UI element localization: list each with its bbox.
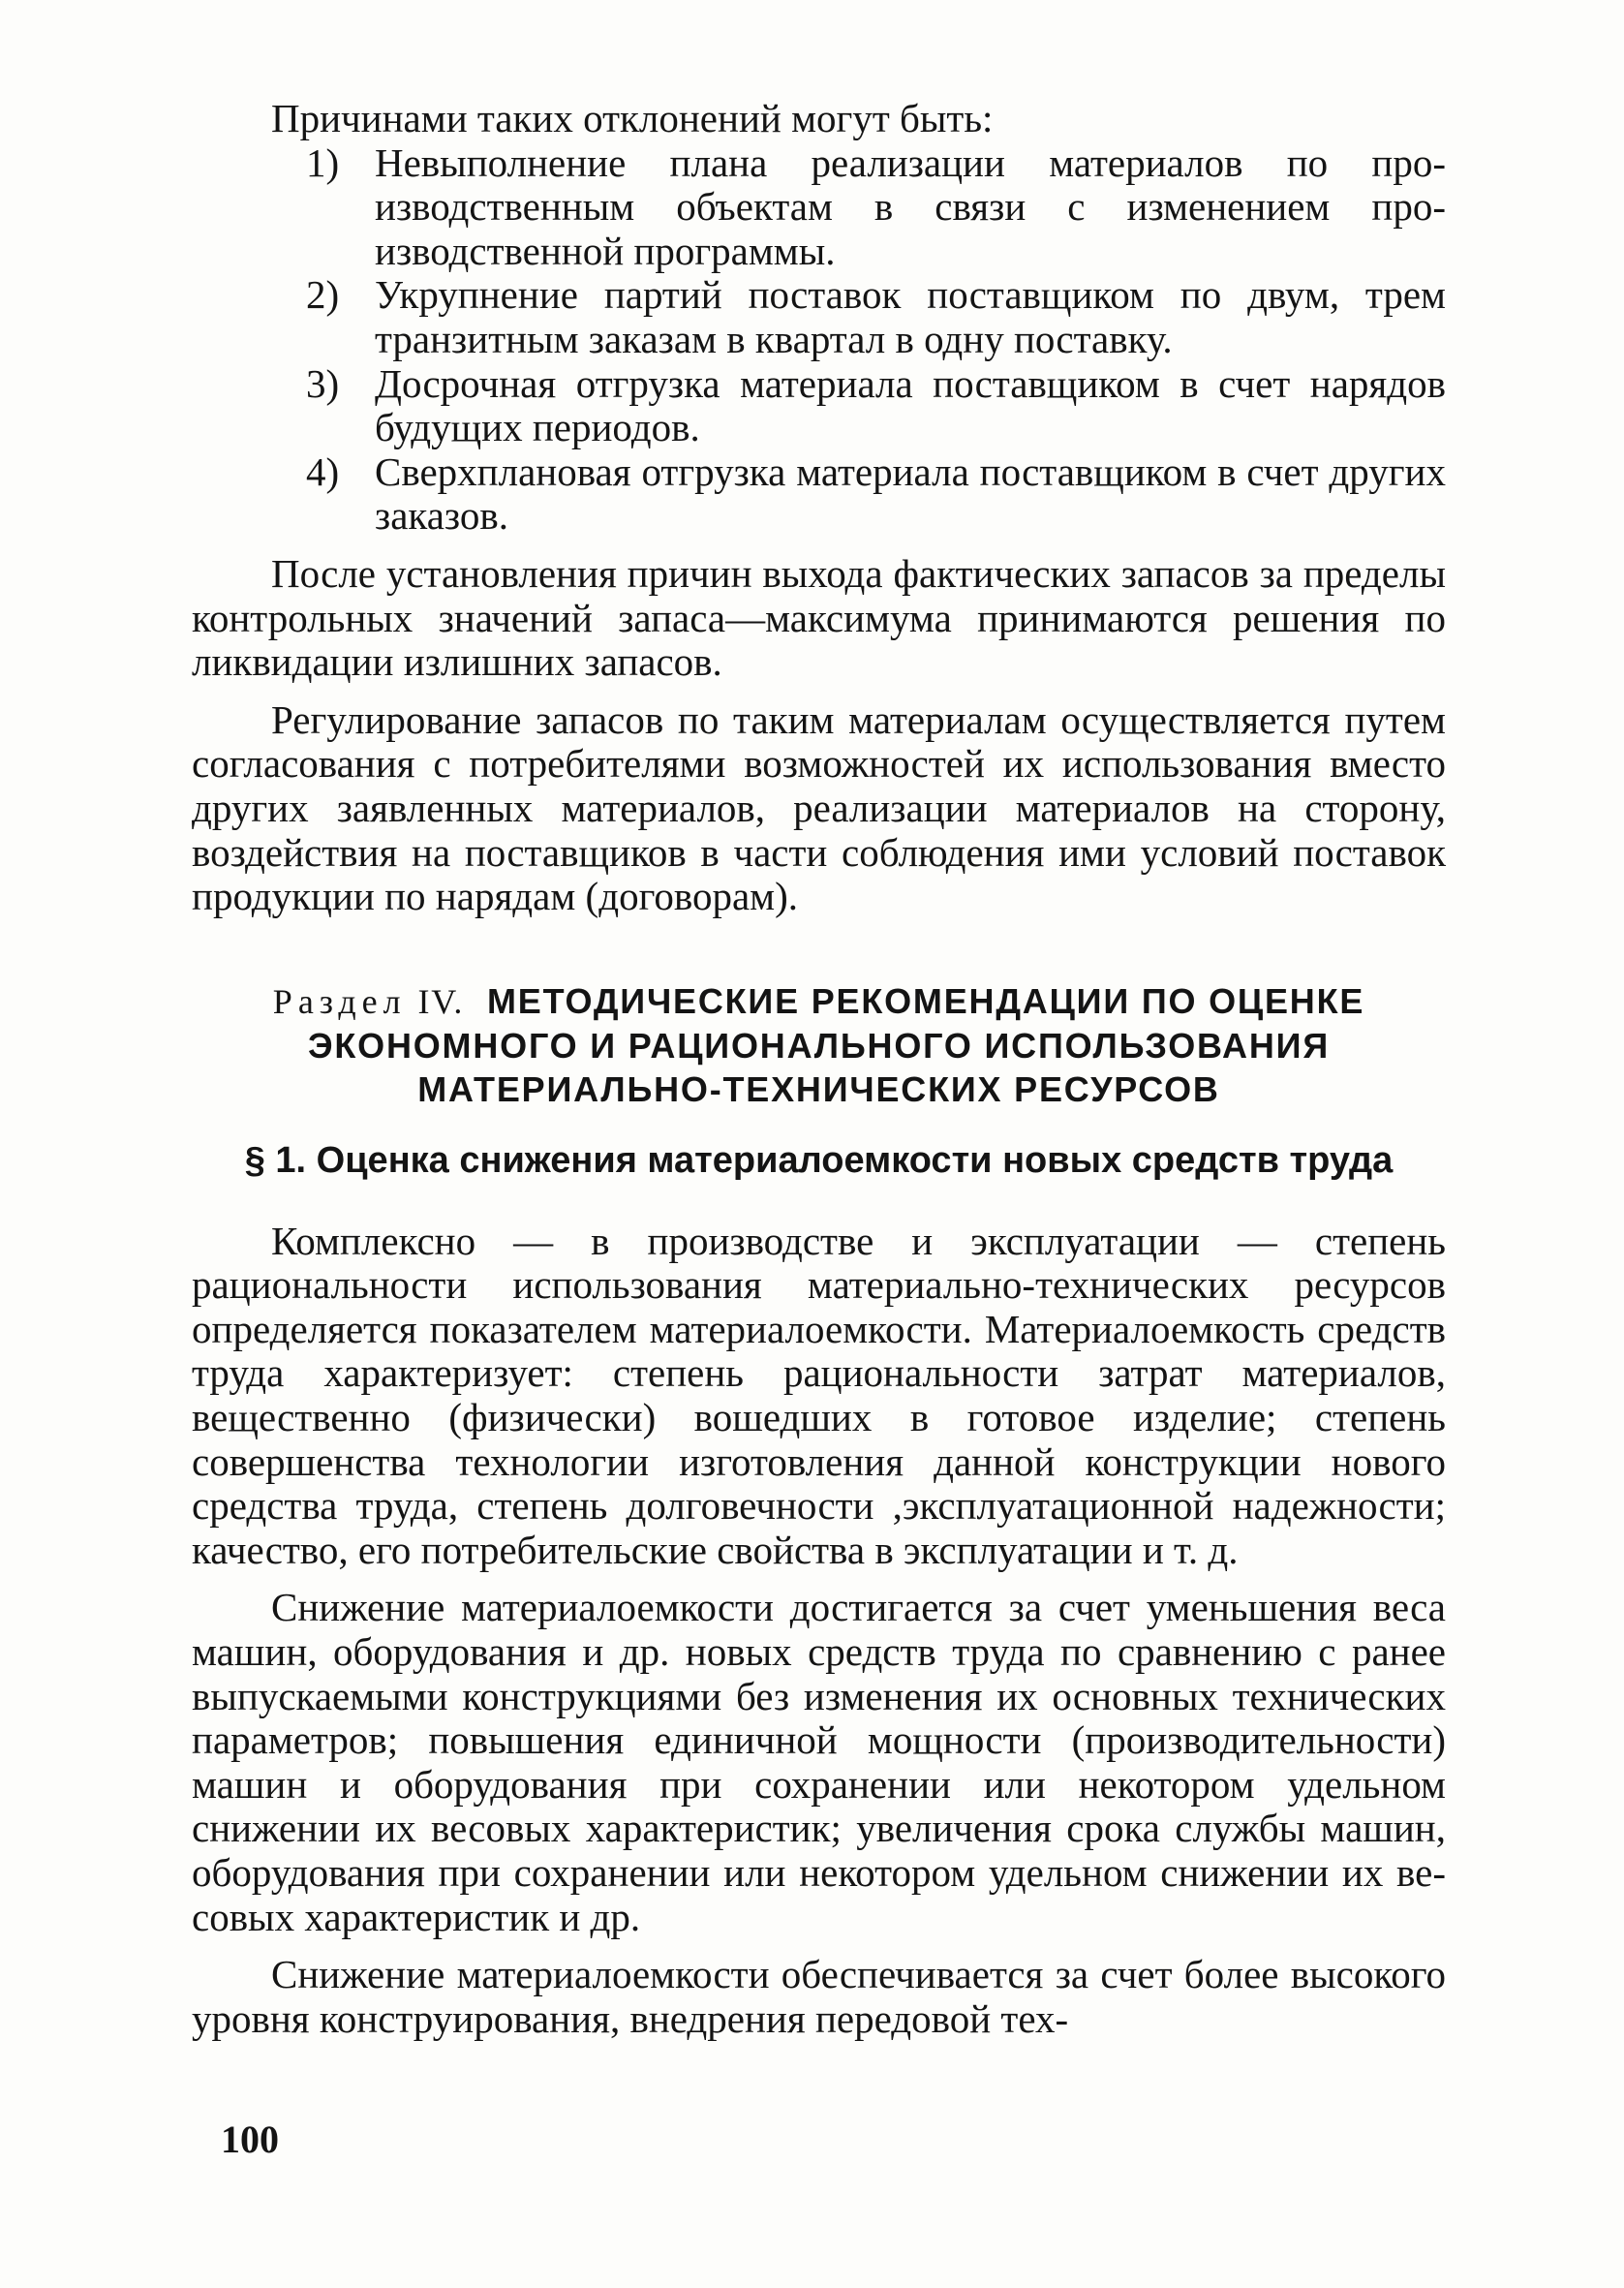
page-number: 100 <box>221 2118 279 2161</box>
list-item-text: Досрочная отгрузка материала поставщиком в счет нарядов будущих периодов. <box>375 360 1446 450</box>
section-heading <box>192 979 1446 1111</box>
list-item <box>192 450 1446 539</box>
section-title: МЕТОДИЧЕСКИЕ РЕКОМЕНДАЦИИ ПО ОЦЕНКЕ ЭКОНОМНОГО И РАЦИОНАЛЬНОГО ИСПОЛЬЗОВАНИЯ МАТЕРИАЛЬНО-ТЕХНИЧЕСКИХ РЕСУРСОВ <box>307 980 1365 1109</box>
text-column <box>192 97 1446 2041</box>
list-item-text: Укрупнение партий поставок поставщиком по двум, трем транзитным заказам в квартал в одну поставку. <box>375 272 1446 361</box>
section-number: IV. <box>417 981 465 1021</box>
list-item-number: 4) <box>306 448 340 494</box>
list-item-number: 3) <box>306 360 340 406</box>
list-item-number: 1) <box>306 139 340 185</box>
paragraph-complex: Комплексно — в производстве и эксплуатации — степень рациональности использования материально-технических ресурсов определяется показателем материалоемкости. Материалоемкость средств труда характеризует: степень рациональности затрат материалов, вещественно (физически) вошедших в готовое изделие; степень совершенства технологии изготовления данной конструкции нового средства труда, степень долговечности ,эксплуатационной надежности; качество, его потребительские свойства в эксплуатации и т. д. <box>192 1218 1446 1572</box>
paragraph-reduction: Снижение материалоемкости достигается за счет уменьшения веса машин, оборудования и др. новых средств труда по сравнению с ранее выпускаемыми конструкциями без изменения их основных технических параметров; повышения единичной мощности (производительности) машин и оборудования при сохранении или некотором удельном снижении их весовых характеристик; увеличения срока службы машин, оборудования при сохранении или некотором удельном снижении их весовых характеристик и др. <box>192 1585 1446 1939</box>
list-item <box>192 273 1446 361</box>
paragraph-regulation: Регулирование запасов по таким материалам осуществляется путем согласования с потребителями возможностей их использования вместо других заявленных материалов, реализации материалов на сторону, воздействия на поставщиков в части соблюдения ими условий поставок продукции по нарядам (договорам). <box>192 696 1446 919</box>
list-item <box>192 141 1446 274</box>
intro-line: Причинами таких отклонений могут быть: <box>271 96 994 140</box>
list-item <box>192 362 1446 450</box>
reasons-list <box>192 141 1446 539</box>
list-item-text: Сверхплановая отгрузка материала поставщиком в счет других заказов. <box>375 448 1446 539</box>
paragraph-ensured: Снижение материалоемкости обеспечивается за счет более высокого уровня конструирования, внедрения передовой тех- <box>192 1952 1446 2041</box>
subsection-heading: § 1. Оценка снижения материалоемкости новых средств труда <box>244 1139 1394 1181</box>
list-item-text: Невыполнение плана реализации материалов по производственным объектам в связи с изменением производственной программы. <box>375 139 1446 273</box>
section-label: Раздел <box>272 981 407 1021</box>
paragraph-after-list: После установления причин выхода фактических запасов за пределы контрольных значений запаса—максимума принимаются решения по ликвидации излишних запасов. <box>192 550 1446 685</box>
list-item-number: 2) <box>306 272 340 318</box>
